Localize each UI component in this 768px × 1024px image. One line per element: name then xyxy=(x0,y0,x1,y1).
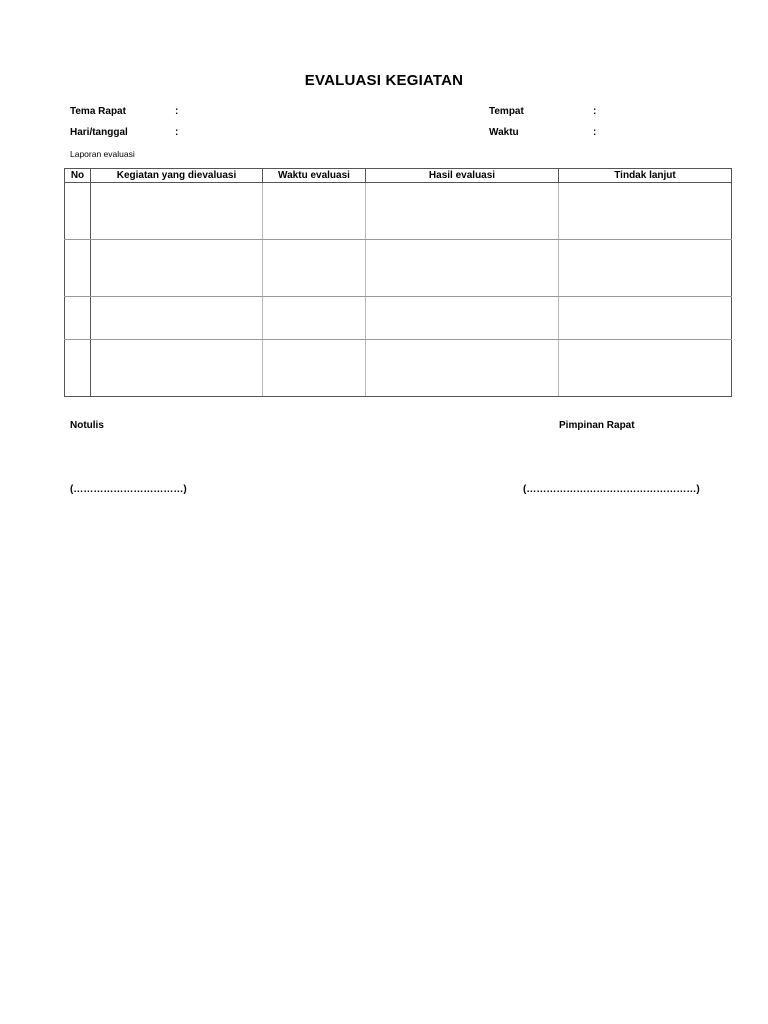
column-header-tindak-lanjut: Tindak lanjut xyxy=(559,169,732,183)
table-cell xyxy=(91,297,263,340)
hari-tanggal-colon: : xyxy=(175,127,179,138)
table-cell xyxy=(366,183,559,240)
tempat-label: Tempat xyxy=(489,106,524,117)
table-cell xyxy=(263,240,366,297)
table-cell xyxy=(559,297,732,340)
table-cell xyxy=(559,240,732,297)
table-cell xyxy=(91,340,263,397)
table-cell xyxy=(263,183,366,240)
waktu-colon: : xyxy=(593,127,597,138)
table-row xyxy=(65,183,732,240)
notulis-label: Notulis xyxy=(70,420,104,431)
table-row xyxy=(65,240,732,297)
table-cell xyxy=(65,297,91,340)
table-row xyxy=(65,340,732,397)
waktu-label: Waktu xyxy=(489,127,519,138)
table-header-row xyxy=(65,169,732,183)
table-cell xyxy=(366,240,559,297)
table-cell xyxy=(559,340,732,397)
column-header-kegiatan: Kegiatan yang dievaluasi xyxy=(91,169,263,183)
table-cell xyxy=(91,183,263,240)
hari-tanggal-label: Hari/tanggal xyxy=(70,127,128,138)
table-cell xyxy=(263,340,366,397)
pimpinan-signature-line: (……………………………………………) xyxy=(523,484,700,495)
pimpinan-rapat-label: Pimpinan Rapat xyxy=(559,420,635,431)
table-cell xyxy=(91,240,263,297)
column-header-waktu-evaluasi: Waktu evaluasi xyxy=(263,169,366,183)
tempat-colon: : xyxy=(593,106,597,117)
table-cell xyxy=(65,183,91,240)
tema-rapat-colon: : xyxy=(175,106,179,117)
table-cell xyxy=(263,297,366,340)
table-cell xyxy=(65,240,91,297)
column-header-no: No xyxy=(65,169,91,183)
table-cell xyxy=(366,340,559,397)
table-cell xyxy=(559,183,732,240)
laporan-evaluasi-label: Laporan evaluasi xyxy=(70,149,135,159)
column-header-hasil-evaluasi: Hasil evaluasi xyxy=(366,169,559,183)
notulis-signature-line: (……………………………) xyxy=(70,484,187,495)
evaluation-table xyxy=(64,168,732,397)
table-row xyxy=(65,297,732,340)
tema-rapat-label: Tema Rapat xyxy=(70,106,126,117)
page-title: EVALUASI KEGIATAN xyxy=(304,72,464,89)
table-cell xyxy=(366,297,559,340)
table-cell xyxy=(65,340,91,397)
